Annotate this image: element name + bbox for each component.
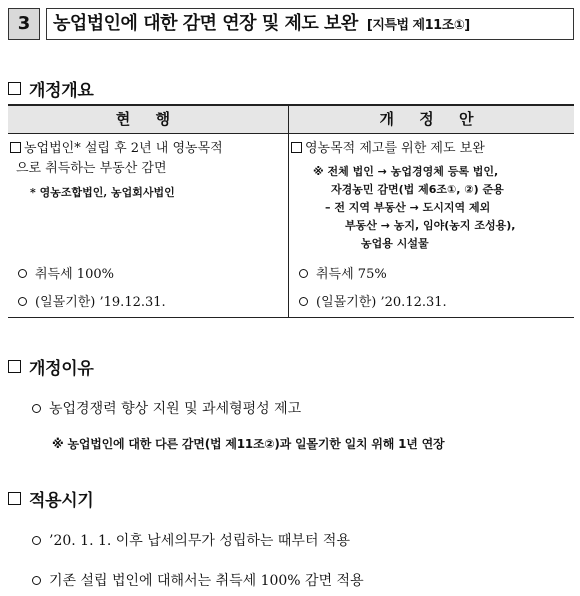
checkbox-icon <box>8 492 21 505</box>
circle-bullet-icon <box>18 297 27 306</box>
legal-reference: [지특법 제11조①] <box>366 18 470 33</box>
title-box <box>46 8 574 40</box>
revised-note: 부동산 → 농지, 임야(농지 조성용), <box>345 219 516 232</box>
revised-item: 영농목적 제고를 위한 제도 보완 <box>291 138 571 160</box>
current-item-continued: 으로 취득하는 부동산 감면 <box>16 161 167 176</box>
checkbox-icon <box>8 360 21 373</box>
revised-note: ※ 전체 법인 → 농업경영체 등록 법인, <box>313 165 499 178</box>
effective-item: 기존 설립 법인에 대해서는 취득세 100% 감면 적용 <box>32 570 364 590</box>
current-column <box>10 138 286 202</box>
current-note: * 영농조합법인, 농업회사법인 <box>30 186 175 199</box>
current-tax: 취득세 100% <box>18 264 114 286</box>
revised-sunset: (일몰기한) ’20.12.31. <box>299 292 447 314</box>
checkbox-icon <box>10 142 21 153</box>
circle-bullet-icon <box>32 536 41 545</box>
revised-tax: 취득세 75% <box>299 264 387 286</box>
revised-notes <box>311 163 573 253</box>
section-overview-heading <box>8 76 94 101</box>
circle-bullet-icon <box>18 269 27 278</box>
circle-bullet-icon <box>299 269 308 278</box>
effective-item: ’20. 1. 1. 이후 납세의무가 성립하는 때부터 적용 <box>32 530 350 550</box>
revised-note: – 전 지역 부동산 → 도시지역 제외 <box>325 201 491 214</box>
comparison-table <box>8 104 574 318</box>
current-sunset: (일몰기한) ’19.12.31. <box>18 292 166 314</box>
revised-note: 농업용 시설물 <box>361 237 429 250</box>
section-title: 적용시기 <box>29 491 94 511</box>
revised-note: 자경농민 감면(법 제6조①, ②) 준용 <box>331 183 504 196</box>
section-number: 3 <box>8 8 40 40</box>
checkbox-icon <box>8 82 21 95</box>
reason-item: 농업경쟁력 향상 지원 및 과세형평성 제고 <box>32 398 301 418</box>
section-title: 개정개요 <box>29 81 94 101</box>
current-item: 농업법인* 설립 후 2년 내 영농목적 <box>10 138 286 160</box>
section-reason-heading <box>8 354 94 379</box>
circle-bullet-icon <box>299 297 308 306</box>
page-title: 농업법인에 대한 감면 연장 및 제도 보완 <box>53 13 358 34</box>
title-bar <box>8 8 574 42</box>
reason-note: ※ 농업법인에 대한 다른 감면(법 제11조②)과 일몰기한 일치 위해 1년 연장 <box>52 437 445 451</box>
section-title: 개정이유 <box>29 359 94 379</box>
section-effective-heading <box>8 486 94 511</box>
checkbox-icon <box>291 142 302 153</box>
column-header-current: 현 행 <box>115 110 181 128</box>
column-divider <box>288 106 289 318</box>
column-header-revised: 개 정 안 <box>379 110 484 128</box>
circle-bullet-icon <box>32 576 41 585</box>
circle-bullet-icon <box>32 404 41 413</box>
revised-column <box>291 138 571 160</box>
table-header <box>8 106 574 134</box>
